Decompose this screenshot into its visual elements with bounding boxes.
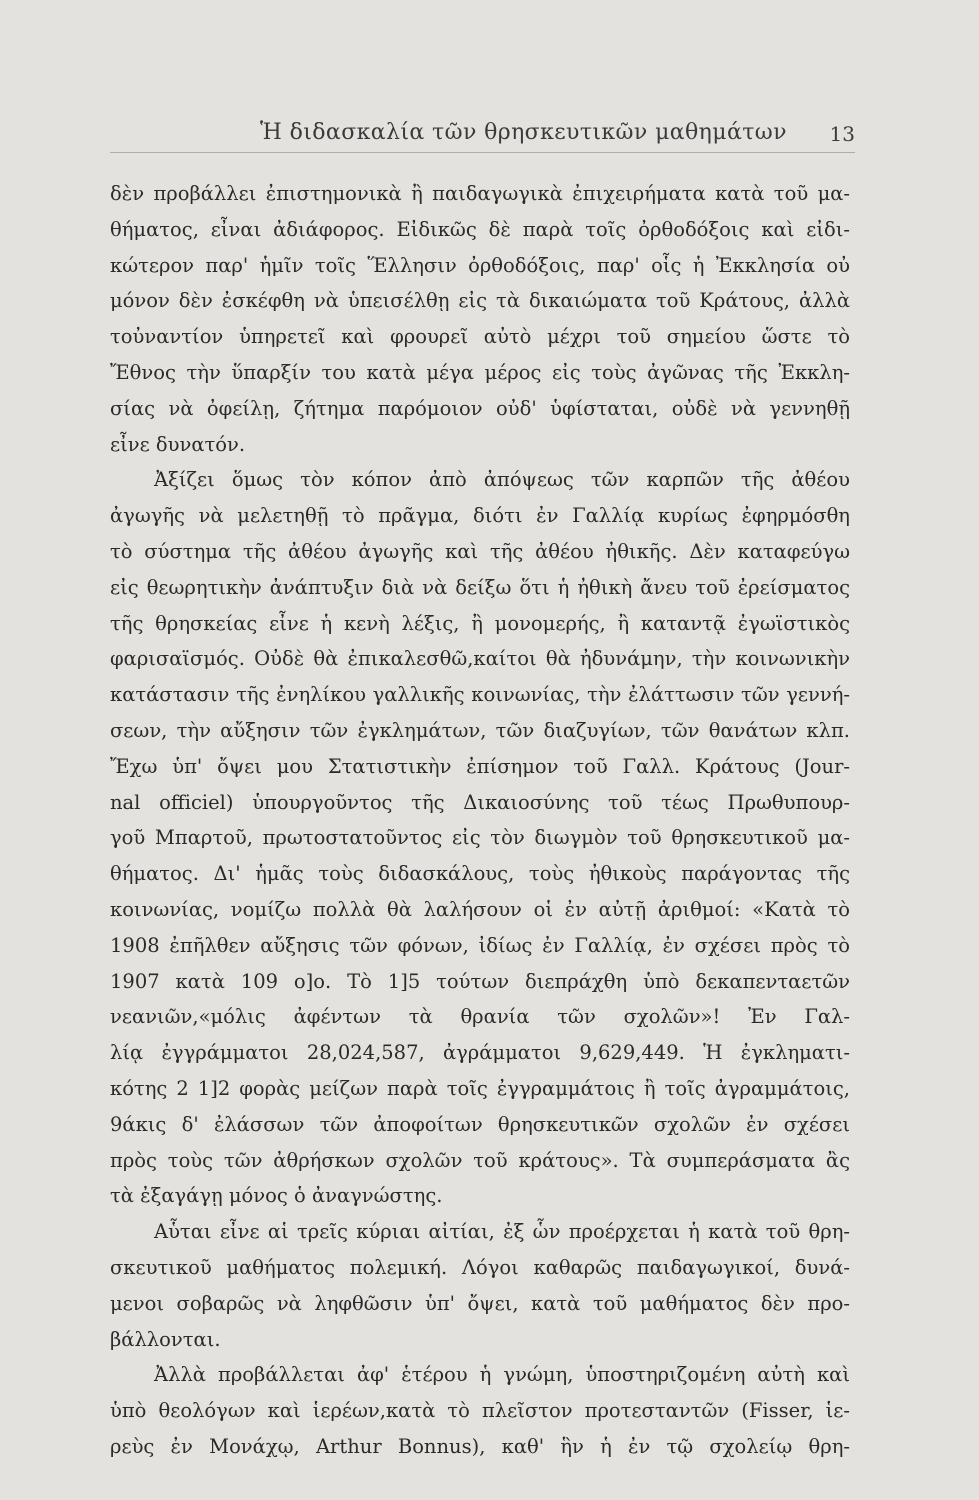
text-line: 1908 ἐπῆλθεν αὔξησις τῶν φόνων, ἰδίως ἐν Γαλλίᾳ, ἐν σχέσει πρὸς τὸ <box>110 933 850 957</box>
page-number: 13 <box>829 122 855 146</box>
text-line: σκευτικοῦ μαθήματος πολεμική. Λόγοι καθαρῶς παιδαγωγικοί, δυνά- <box>110 1255 850 1279</box>
text-line: τὰ ἐξαγάγῃ μόνος ὁ ἀναγνώστης. <box>110 1184 443 1208</box>
text-line: σίας νὰ ὀφείλῃ, ζήτημα παρόμοιον οὐδ' ὑφίσταται, οὐδὲ νὰ γεννηθῇ <box>110 396 850 420</box>
text-line: τῆς θρησκείας εἶνε ἡ κενὴ λέξις, ἢ μονομερής, ἢ καταντᾷ ἐγωϊστικὸς <box>110 611 850 635</box>
text-line: βάλλονται. <box>110 1327 221 1351</box>
text-line: εἰς θεωρητικὴν ἀνάπτυξιν διὰ νὰ δείξω ὅτι ἡ ἠθικὴ ἄνευ τοῦ ἐρείσματος <box>110 575 850 599</box>
text-line: πρὸς τοὺς τῶν ἀθρήσκων σχολῶν τοῦ κράτους». Τὰ συμπεράσματα ἂς <box>110 1148 850 1172</box>
text-line: μενοι σοβαρῶς νὰ ληφθῶσιν ὑπ' ὄψει, κατὰ τοῦ μαθήματος δὲν προ- <box>110 1291 850 1315</box>
text-line: φαρισαϊσμός. Οὐδὲ θὰ ἐπικαλεσθῶ,καίτοι θὰ ἠδυνάμην, τὴν κοινωνικὴν <box>110 647 850 671</box>
text-line: κατάστασιν τῆς ἐνηλίκου γαλλικῆς κοινωνίας, τὴν ἐλάττωσιν τῶν γεννή- <box>110 683 850 707</box>
text-line: νεανιῶν,«μόλις ἀφέντων τὰ θρανία τῶν σχολῶν»! Ἐν Γαλ- <box>110 1005 850 1029</box>
text-line: μόνον δὲν ἐσκέφθη νὰ ὑπεισέλθῃ εἰς τὰ δικαιώματα τοῦ Κράτους, ἀλλὰ <box>110 289 850 313</box>
text-line: Αὗται εἶνε αἱ τρεῖς κύριαι αἰτίαι, ἐξ ὧν προέρχεται ἡ κατὰ τοῦ θρη- <box>154 1220 850 1244</box>
text-line: κότης 2 1]2 φορὰς μείζων παρὰ τοῖς ἐγγραμμάτοις ἢ τοῖς ἀγραμμάτοις, <box>110 1076 850 1100</box>
text-line: ρεὺς ἐν Μονάχῳ, Arthur Bonnus), καθ' ἣν ἡ ἐν τῷ σχολείῳ θρη- <box>110 1434 850 1458</box>
text-line: ἀγωγῆς νὰ μελετηθῇ τὸ πρᾶγμα, διότι ἐν Γαλλίᾳ κυρίως ἐφηρμόσθη <box>110 504 850 528</box>
text-line: γοῦ Μπαρτοῦ, πρωτοστατοῦντος εἰς τὸν διωγμὸν τοῦ θρησκευτικοῦ μα- <box>110 826 850 850</box>
text-line: λίᾳ ἐγγράμματοι 28,024,587, ἀγράμματοι 9,629,449. Ἡ ἐγκληματι- <box>110 1041 850 1065</box>
text-line: θήματος. Δι' ἡμᾶς τοὺς διδασκάλους, τοὺς ἠθικοὺς παράγοντας τῆς <box>110 862 850 886</box>
page-header <box>110 118 855 154</box>
running-title: Ἡ διδασκαλία τῶν θρησκευτικῶν μαθημάτων <box>260 120 787 145</box>
text-line: θήματος, εἶναι ἀδιάφορος. Εἰδικῶς δὲ παρὰ τοῖς ὀρθοδόξοις καὶ εἰδι- <box>110 217 850 241</box>
text-line: δὲν προβάλλει ἐπιστημονικὰ ἢ παιδαγωγικὰ ἐπιχειρήματα κατὰ τοῦ μα- <box>110 182 850 205</box>
text-line: κοινωνίας, νομίζω πολλὰ θὰ λαλήσουν οἱ ἐν αὐτῇ ἀριθμοί: «Κατὰ τὸ <box>110 897 850 921</box>
text-line: Ἔθνος τὴν ὕπαρξίν του κατὰ μέγα μέρος εἰς τοὺς ἀγῶνας τῆς Ἐκκλη- <box>110 360 850 384</box>
text-line: κώτερον παρ' ἡμῖν τοῖς Ἕλλησιν ὀρθοδόξοις, παρ' οἷς ἡ Ἐκκλησία οὐ <box>110 253 850 277</box>
text-line: Ἀλλὰ προβάλλεται ἀφ' ἑτέρου ἡ γνώμη, ὑποστηριζομένη αὐτὴ καὶ <box>154 1363 850 1387</box>
text-line: εἶνε δυνατόν. <box>110 432 246 456</box>
text-line: Ἔχω ὑπ' ὄψει μου Στατιστικὴν ἐπίσημον τοῦ Γαλλ. Κράτους (Jour- <box>110 754 850 778</box>
text-line: τοὐναντίον ὑπηρετεῖ καὶ φρουρεῖ αὐτὸ μέχρι τοῦ σημείου ὥστε τὸ <box>110 325 850 349</box>
header-rule <box>110 152 855 153</box>
body-text <box>110 176 850 1465</box>
text-line: 1907 κατὰ 109 ο]ο. Τὸ 1]5 τούτων διεπράχθη ὑπὸ δεκαπενταετῶν <box>110 969 850 993</box>
text-line: 9άκις δ' ἐλάσσων τῶν ἀποφοίτων θρησκευτικῶν σχολῶν ἐν σχέσει <box>110 1112 850 1136</box>
text-line: nal officiel) ὑπουργοῦντος τῆς Δικαιοσύνης τοῦ τέως Πρωθυπουρ- <box>110 790 850 814</box>
text-line: σεων, τὴν αὔξησιν τῶν ἐγκλημάτων, τῶν διαζυγίων, τῶν θανάτων κλπ. <box>110 718 850 742</box>
text-line: τὸ σύστημα τῆς ἀθέου ἀγωγῆς καὶ τῆς ἀθέου ἠθικῆς. Δὲν καταφεύγω <box>110 539 850 563</box>
text-line: Ἀξίζει ὅμως τὸν κόπον ἀπὸ ἀπόψεως τῶν καρπῶν τῆς ἀθέου <box>154 468 850 492</box>
text-line: ὑπὸ θεολόγων καὶ ἱερέων,κατὰ τὸ πλεῖστον προτεσταντῶν (Fisser, ἱε- <box>110 1399 850 1423</box>
